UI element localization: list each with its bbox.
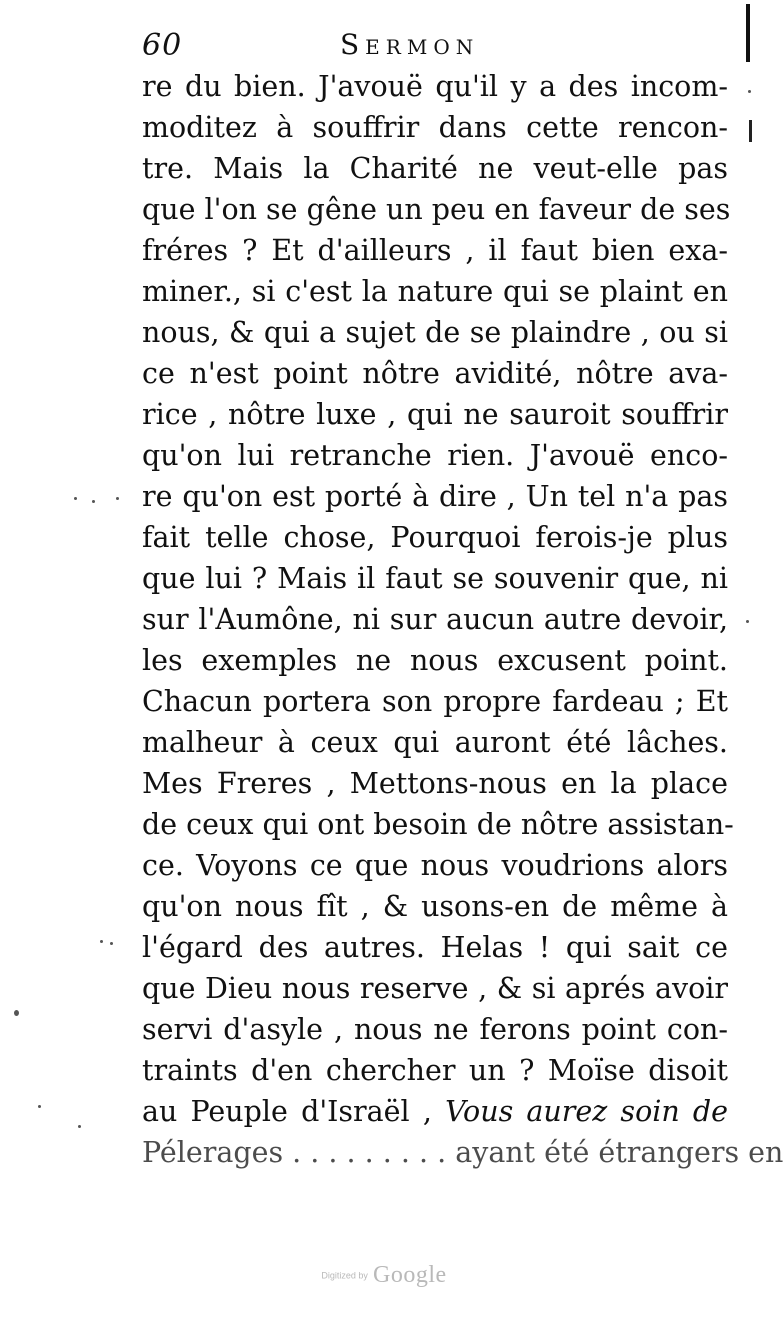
text-line: miner., si c'est la nature qui se plaint en [142, 275, 728, 308]
print-speck [92, 500, 95, 503]
text-line: servi d'asyle , nous ne ferons point con- [142, 1013, 728, 1046]
text-line: sur l'Aumône, ni sur aucun autre devoir, [142, 603, 728, 636]
running-head: Sermon [340, 28, 480, 61]
text-line: fréres ? Et d'ailleurs , il faut bien exa- [142, 234, 728, 267]
print-speck [748, 90, 751, 93]
print-speck [746, 620, 749, 623]
text-line: l'égard des autres. Helas ! qui sait ce [142, 931, 728, 964]
text-line: malheur à ceux qui auront été lâches. [142, 726, 728, 759]
text-line: nous, & qui a sujet de se plaindre , ou si [142, 316, 728, 349]
google-logo: Google [372, 1262, 447, 1288]
text-line-roman: au Peuple d'Israël , [142, 1095, 432, 1128]
page-edge-mark [746, 4, 750, 62]
text-line-last [142, 1091, 728, 1132]
text-line: re qu'on est porté à dire , Un tel n'a pas [142, 480, 728, 513]
text-line: moditez à souffrir dans cette rencon- [142, 111, 728, 144]
text-line: traints d'en chercher un ? Moïse disoit [142, 1054, 728, 1087]
text-line: re du bien. J'avouë qu'il y a des incom- [142, 70, 728, 103]
page-number: 60 [142, 28, 183, 63]
print-speck [38, 1105, 41, 1108]
print-speck [14, 1010, 19, 1016]
text-line: qu'on nous fît , & usons-en de même à [142, 890, 728, 923]
text-line: qu'on lui retranche rien. J'avouë enco- [142, 439, 728, 472]
text-line: fait telle chose, Pourquoi ferois-je plus [142, 521, 728, 554]
text-line: Mes Freres , Mettons-nous en la place [142, 767, 728, 800]
watermark-prefix: Digitized by [321, 1270, 368, 1281]
print-speck [116, 497, 119, 500]
text-line: ce n'est point nôtre avidité, nôtre ava- [142, 357, 728, 390]
print-speck [78, 1125, 81, 1128]
print-speck [110, 942, 113, 945]
digitization-watermark [0, 1262, 768, 1289]
page-header [142, 24, 582, 64]
text-line: ce. Voyons ce que nous voudrions alors [142, 849, 728, 882]
text-line-italic: Vous aurez soin de [445, 1095, 728, 1128]
text-line: rice , nôtre luxe , qui ne sauroit souffrir [142, 398, 728, 431]
text-line: que lui ? Mais il faut se souvenir que, ni [142, 562, 728, 595]
print-speck [100, 940, 103, 943]
print-speck [74, 497, 77, 500]
body-text [142, 66, 783, 1169]
page-edge-mark-lower [749, 120, 752, 142]
text-line: tre. Mais la Charité ne veut-elle pas [142, 152, 728, 185]
text-line: que l'on se gêne un peu en faveur de ses [142, 193, 731, 226]
text-line: les exemples ne nous excusent point. [142, 644, 728, 677]
text-line: que Dieu nous reserve , & si aprés avoir [142, 972, 728, 1005]
cut-off-line: Pélerages . . . . . . . . . ayant été étrangers en [142, 1136, 783, 1169]
text-line: de ceux qui ont besoin de nôtre assistan- [142, 808, 734, 841]
text-line: Chacun portera son propre fardeau ; Et [142, 685, 728, 718]
